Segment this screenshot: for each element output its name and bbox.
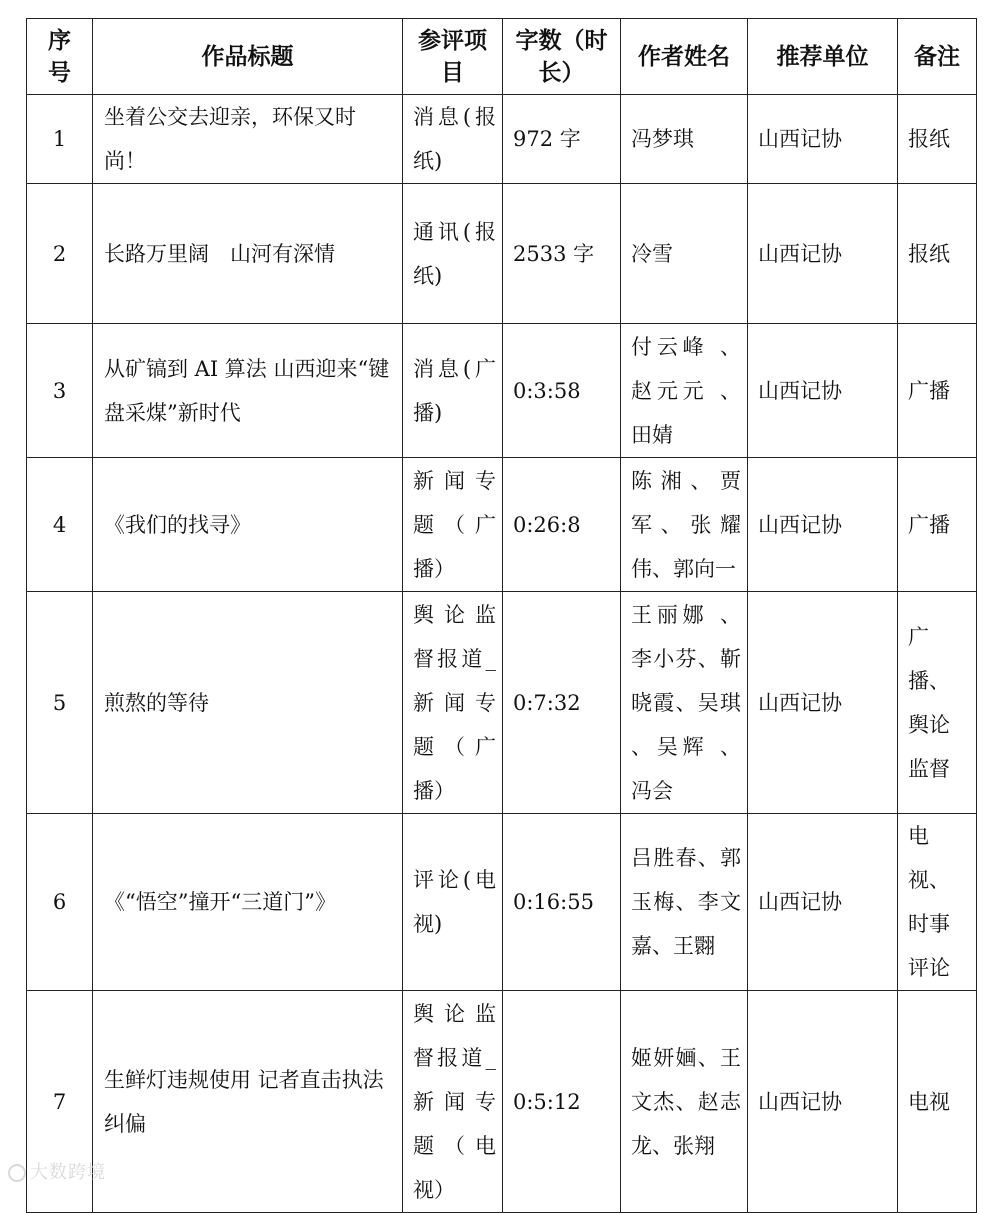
row-length: 2533 字 [503,184,621,324]
row-index: 7 [27,991,93,1213]
row-category: 通讯(报纸) [403,184,503,324]
row-note: 广播、舆论监督 [898,592,977,814]
row-category: 评论(电视) [403,814,503,991]
header-category: 参评项目 [403,19,503,95]
row-authors: 王丽娜 、李小芬、靳晓霞、吴琪 、吴辉 、冯会 [621,592,748,814]
row-category: 消息(报纸) [403,95,503,184]
row-category: 消息(广播) [403,324,503,458]
row-authors: 冯梦琪 [621,95,748,184]
row-length: 0:7:32 [503,592,621,814]
row-length: 0:5:12 [503,991,621,1213]
row-authors: 姬妍婳、王文杰、赵志龙、张翔 [621,991,748,1213]
award-table [26,18,977,1213]
row-category: 舆论监督报道_新闻专题（电视） [403,991,503,1213]
row-note: 广播 [898,324,977,458]
table-row [27,814,977,991]
row-index: 4 [27,458,93,592]
row-unit: 山西记协 [748,458,898,592]
row-index: 6 [27,814,93,991]
row-authors: 吕胜春、郭玉梅、李文嘉、王翾 [621,814,748,991]
row-authors: 冷雪 [621,184,748,324]
row-category: 舆论监督报道_新闻专题（广播） [403,592,503,814]
row-unit: 山西记协 [748,95,898,184]
row-unit: 山西记协 [748,184,898,324]
row-title: 《我们的找寻》 [93,458,403,592]
row-unit: 山西记协 [748,592,898,814]
row-unit: 山西记协 [748,991,898,1213]
row-title: 长路万里阔 山河有深情 [93,184,403,324]
table-row [27,592,977,814]
row-note: 电视 [898,991,977,1213]
row-index: 1 [27,95,93,184]
row-authors: 付云峰 、赵元元 、田婧 [621,324,748,458]
row-unit: 山西记协 [748,814,898,991]
row-title: 煎熬的等待 [93,592,403,814]
row-length: 0:26:8 [503,458,621,592]
row-length: 972 字 [503,95,621,184]
row-length: 0:16:55 [503,814,621,991]
row-authors: 陈湘、贾军、张耀伟、郭向一 [621,458,748,592]
row-category: 新闻专题（广播） [403,458,503,592]
row-title: 《“悟空”撞开“三道门”》 [93,814,403,991]
row-note: 电视、时事评论 [898,814,977,991]
row-unit: 山西记协 [748,324,898,458]
row-title: 生鲜灯违规使用 记者直击执法纠偏 [93,991,403,1213]
table-row [27,95,977,184]
row-length: 0:3:58 [503,324,621,458]
row-index: 5 [27,592,93,814]
table-row [27,184,977,324]
row-index: 2 [27,184,93,324]
row-title: 坐着公交去迎亲，环保又时尚！ [93,95,403,184]
header-title: 作品标题 [93,19,403,95]
table-row [27,458,977,592]
header-row [27,19,977,95]
row-index: 3 [27,324,93,458]
header-idx: 序号 [27,19,93,95]
table-row [27,991,977,1213]
table-row [27,324,977,458]
row-title: 从矿镐到 AI 算法 山西迎来“键盘采煤”新时代 [93,324,403,458]
header-unit: 推荐单位 [748,19,898,95]
header-length: 字数（时长） [503,19,621,95]
watermark-logo-icon [8,1164,26,1182]
watermark: 大数跨境 [8,1158,106,1184]
row-note: 报纸 [898,184,977,324]
row-note: 报纸 [898,95,977,184]
header-note: 备注 [898,19,977,95]
row-note: 广播 [898,458,977,592]
header-authors: 作者姓名 [621,19,748,95]
